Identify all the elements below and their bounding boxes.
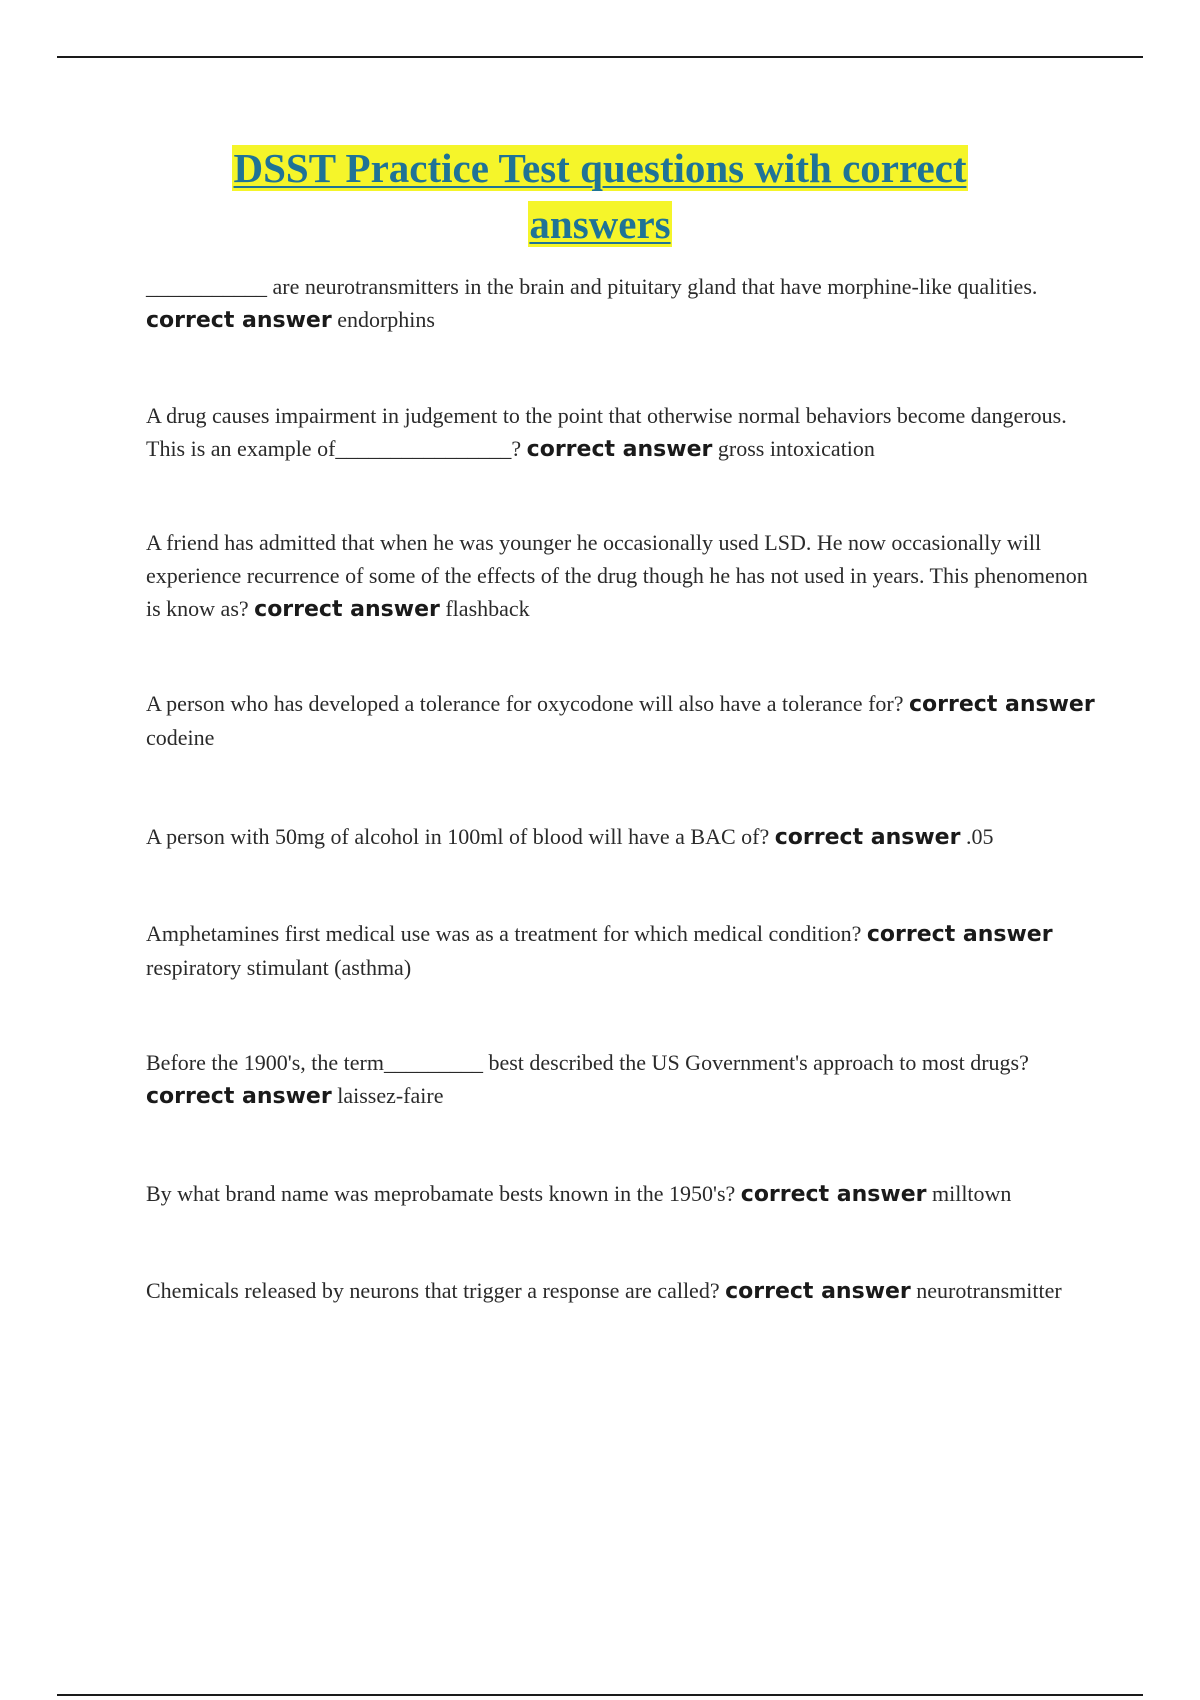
answer-text: milltown: [931, 1181, 1012, 1206]
answer-text: gross intoxication: [717, 436, 875, 461]
question-text: A person with 50mg of alcohol in 100ml of blood will have a BAC of?: [146, 824, 770, 849]
question-text: Chemicals released by neurons that trigger a response are called?: [146, 1278, 720, 1303]
answer-text: flashback: [445, 596, 530, 621]
question-text: A person who has developed a tolerance for oxycodone will also have a tolerance for?: [146, 691, 904, 716]
answer-label: correct answer: [774, 825, 961, 850]
question-text: Before the 1900's, the term_________ best described the US Government's approach to most drugs?: [146, 1050, 1029, 1075]
qa-item-2: [146, 399, 1096, 466]
title-line-2: answers: [529, 201, 671, 247]
qa-item-3: [146, 526, 1096, 626]
question-text: A drug causes impairment in judgement to the point that otherwise normal behaviors become dangerous. This is an example of________________?: [146, 403, 1067, 461]
qa-item-6: [146, 917, 1096, 984]
question-text: Amphetamines first medical use was as a treatment for which medical condition?: [146, 921, 862, 946]
qa-item-5: [146, 820, 1096, 854]
answer-label: correct answer: [740, 1182, 927, 1207]
page-title: [0, 140, 1200, 252]
question-text: A friend has admitted that when he was younger he occasionally used LSD. He now occasionally will experience recurrence of some of the effects of the drug though he has not used in years. This phenomenon is know as?: [146, 530, 1088, 621]
title-line-1: DSST Practice Test questions with correct: [233, 145, 967, 191]
question-text: ___________ are neurotransmitters in the brain and pituitary gland that have morphine-like qualities.: [146, 274, 1038, 299]
qa-item-4: [146, 687, 1096, 754]
top-rule: [57, 56, 1143, 58]
answer-text: endorphins: [337, 307, 435, 332]
answer-label: correct answer: [909, 692, 1095, 717]
answer-text: codeine: [146, 725, 215, 750]
answer-text: respiratory stimulant (asthma): [146, 955, 412, 980]
answer-label: correct answer: [254, 597, 440, 622]
question-text: By what brand name was meprobamate bests known in the 1950's?: [146, 1181, 736, 1206]
answer-text: neurotransmitter: [916, 1278, 1062, 1303]
answer-label: correct answer: [725, 1279, 911, 1304]
answer-text: .05: [965, 824, 994, 849]
answer-label: correct answer: [526, 437, 713, 462]
qa-item-1: [146, 270, 1096, 337]
answer-label: correct answer: [146, 308, 332, 333]
bottom-rule: [57, 1694, 1143, 1696]
qa-item-8: [146, 1177, 1096, 1211]
qa-item-9: [146, 1274, 1096, 1308]
answer-text: laissez-faire: [337, 1083, 444, 1108]
answer-label: correct answer: [866, 922, 1053, 947]
qa-item-7: [146, 1046, 1096, 1113]
answer-label: correct answer: [146, 1084, 332, 1109]
